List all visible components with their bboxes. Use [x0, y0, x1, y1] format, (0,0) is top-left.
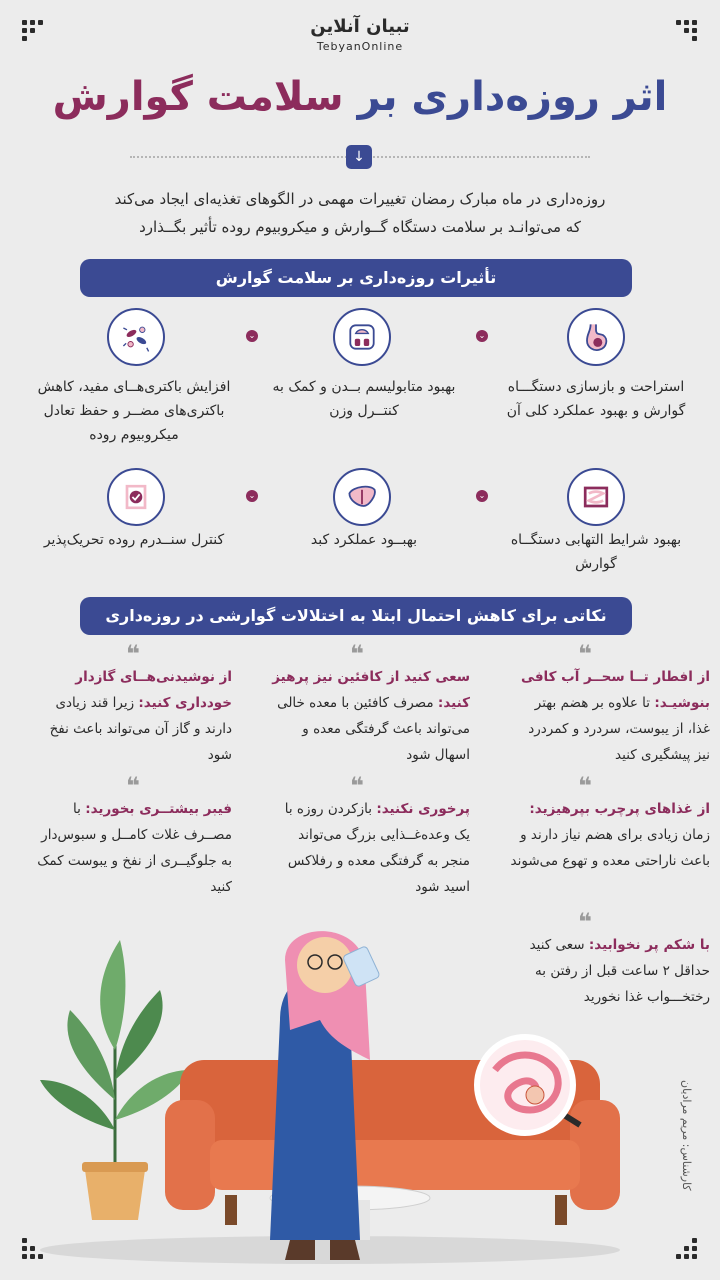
- tip-5-body: بازکردن روزه با یک وعده‌غــذایی بزرگ می‌تواند منجر به گرفتگی معده و رفلاکس اسید شود: [284, 801, 470, 895]
- page-title: [0, 74, 720, 120]
- tip-6-body: با مصــرف غلات کامــل و سبوس‌دار به جلوگیــری از نفخ و یبوست کمک کنید: [37, 801, 232, 895]
- effects-heading: تأثیرات روزه‌داری بر سلامت گوارش: [80, 259, 632, 297]
- tip-6-lead: فیبر بیشتــری بخورید:: [85, 801, 232, 817]
- tip-2: [270, 664, 470, 768]
- effect-text-1: استراحت و بازسازی دستگـــاه گوارش و بهبود عملکرد کلی آن: [506, 379, 686, 419]
- quote-icon: ❝: [126, 640, 141, 668]
- tip-4-lead: از غذاهای پرچرب بپرهیزید:: [529, 801, 710, 817]
- bullet-icon: ⌄: [246, 330, 258, 342]
- tips-heading: نکاتی برای کاهش احتمال ابتلا به اختلالات گوارشی در روزه‌داری: [80, 597, 632, 635]
- illustration-scene: [30, 900, 630, 1270]
- page-title-part1: اثر روزه‌داری بر: [357, 74, 668, 120]
- tip-1: [510, 664, 710, 768]
- logo-text-en: TebyanOnline: [316, 40, 404, 53]
- quote-icon: ❝: [578, 640, 593, 668]
- stomach-icon: [567, 308, 625, 366]
- credit-text: کارشناس: مریم مرادیان: [680, 1080, 693, 1191]
- tip-6: [32, 796, 232, 900]
- bacteria-icon: [107, 308, 165, 366]
- tip-3-lead: از نوشیدنی‌هــای گازدار خودداری کنید:: [75, 669, 232, 711]
- effect-text-4: بهبود شرایط التهابی دستگــاه گوارش: [510, 532, 682, 572]
- quote-icon: ❝: [578, 772, 593, 800]
- bullet-icon: ⌄: [246, 490, 258, 502]
- logo-text-fa: تبیان آنلاین: [310, 16, 410, 37]
- arrow-down-icon: ↓: [346, 145, 372, 169]
- tip-1-lead: از افطار تــا سحــر آب کافی بنوشیـد:: [521, 669, 710, 711]
- scale-icon: [333, 308, 391, 366]
- quote-icon: ❝: [350, 772, 365, 800]
- tip-2-lead: سعی کنید از کافئین نیز پرهیز کنید:: [272, 669, 470, 711]
- tip-2-body: مصرف کافئین با معده خالی می‌تواند باعث گرفتگی معده و اسهال شود: [277, 695, 470, 763]
- quote-icon: ❝: [126, 772, 141, 800]
- corner-ornament-bottom-right: [676, 1238, 698, 1260]
- effect-text-6: کنترل سنــدرم روده تحریک‌پذیر: [43, 532, 225, 548]
- tip-3-body: زیرا قند زیادی دارند و گاز آن می‌تواند باعث نفخ شود: [49, 695, 232, 763]
- bullet-icon: ⌄: [476, 330, 488, 342]
- intestine-icon: [567, 468, 625, 526]
- effect-text-2: بهبود متابولیسم بــدن و کمک به کنتــرل وزن: [272, 379, 456, 419]
- tip-7-lead: با شکم پر نخوابید:: [588, 937, 710, 953]
- colon-check-icon: [107, 468, 165, 526]
- quote-icon: ❝: [350, 640, 365, 668]
- page-title-part2: سلامت گوارش: [52, 74, 344, 120]
- intro-line-1: روزه‌داری در ماه مبارک رمضان تغییرات مهمی در الگوهای تغذیه‌ای ایجاد می‌کند: [114, 190, 606, 208]
- tip-7-body: سعی کنید حداقل ۲ ساعت قبل از رفتن به رختخـــواب غذا نخورید: [529, 937, 710, 1005]
- liver-icon: [333, 468, 391, 526]
- tip-5: [270, 796, 470, 900]
- intro-text: [80, 185, 640, 241]
- intro-line-2: که می‌توانـد بر سلامت دستگاه گــوارش و میکروبیوم روده تأثیر بگــذارد: [139, 218, 581, 236]
- effect-text-3: افزایش باکتری‌هــای مفید، کاهش باکتری‌های مضــر و حفظ تعادل میکروبیوم روده: [37, 379, 231, 443]
- magnifier-intestine-illustration: [477, 1037, 580, 1133]
- bullet-icon: ⌄: [476, 490, 488, 502]
- tip-4: [510, 796, 710, 874]
- effect-text-5: بهبــود عملکرد کبد: [310, 532, 418, 548]
- quote-icon: ❝: [578, 908, 593, 936]
- tip-4-body: زمان زیادی برای هضم نیاز دارند و باعث ناراحتی معده و تهوع می‌شوند: [510, 827, 710, 869]
- tip-5-lead: پرخوری نکنید:: [376, 801, 470, 817]
- tip-3: [32, 664, 232, 768]
- tip-1-body: تا علاوه بر هضم بهتر غذا، از یبوست، سردرد و کمردرد نیز پیشگیری کنید: [528, 695, 710, 763]
